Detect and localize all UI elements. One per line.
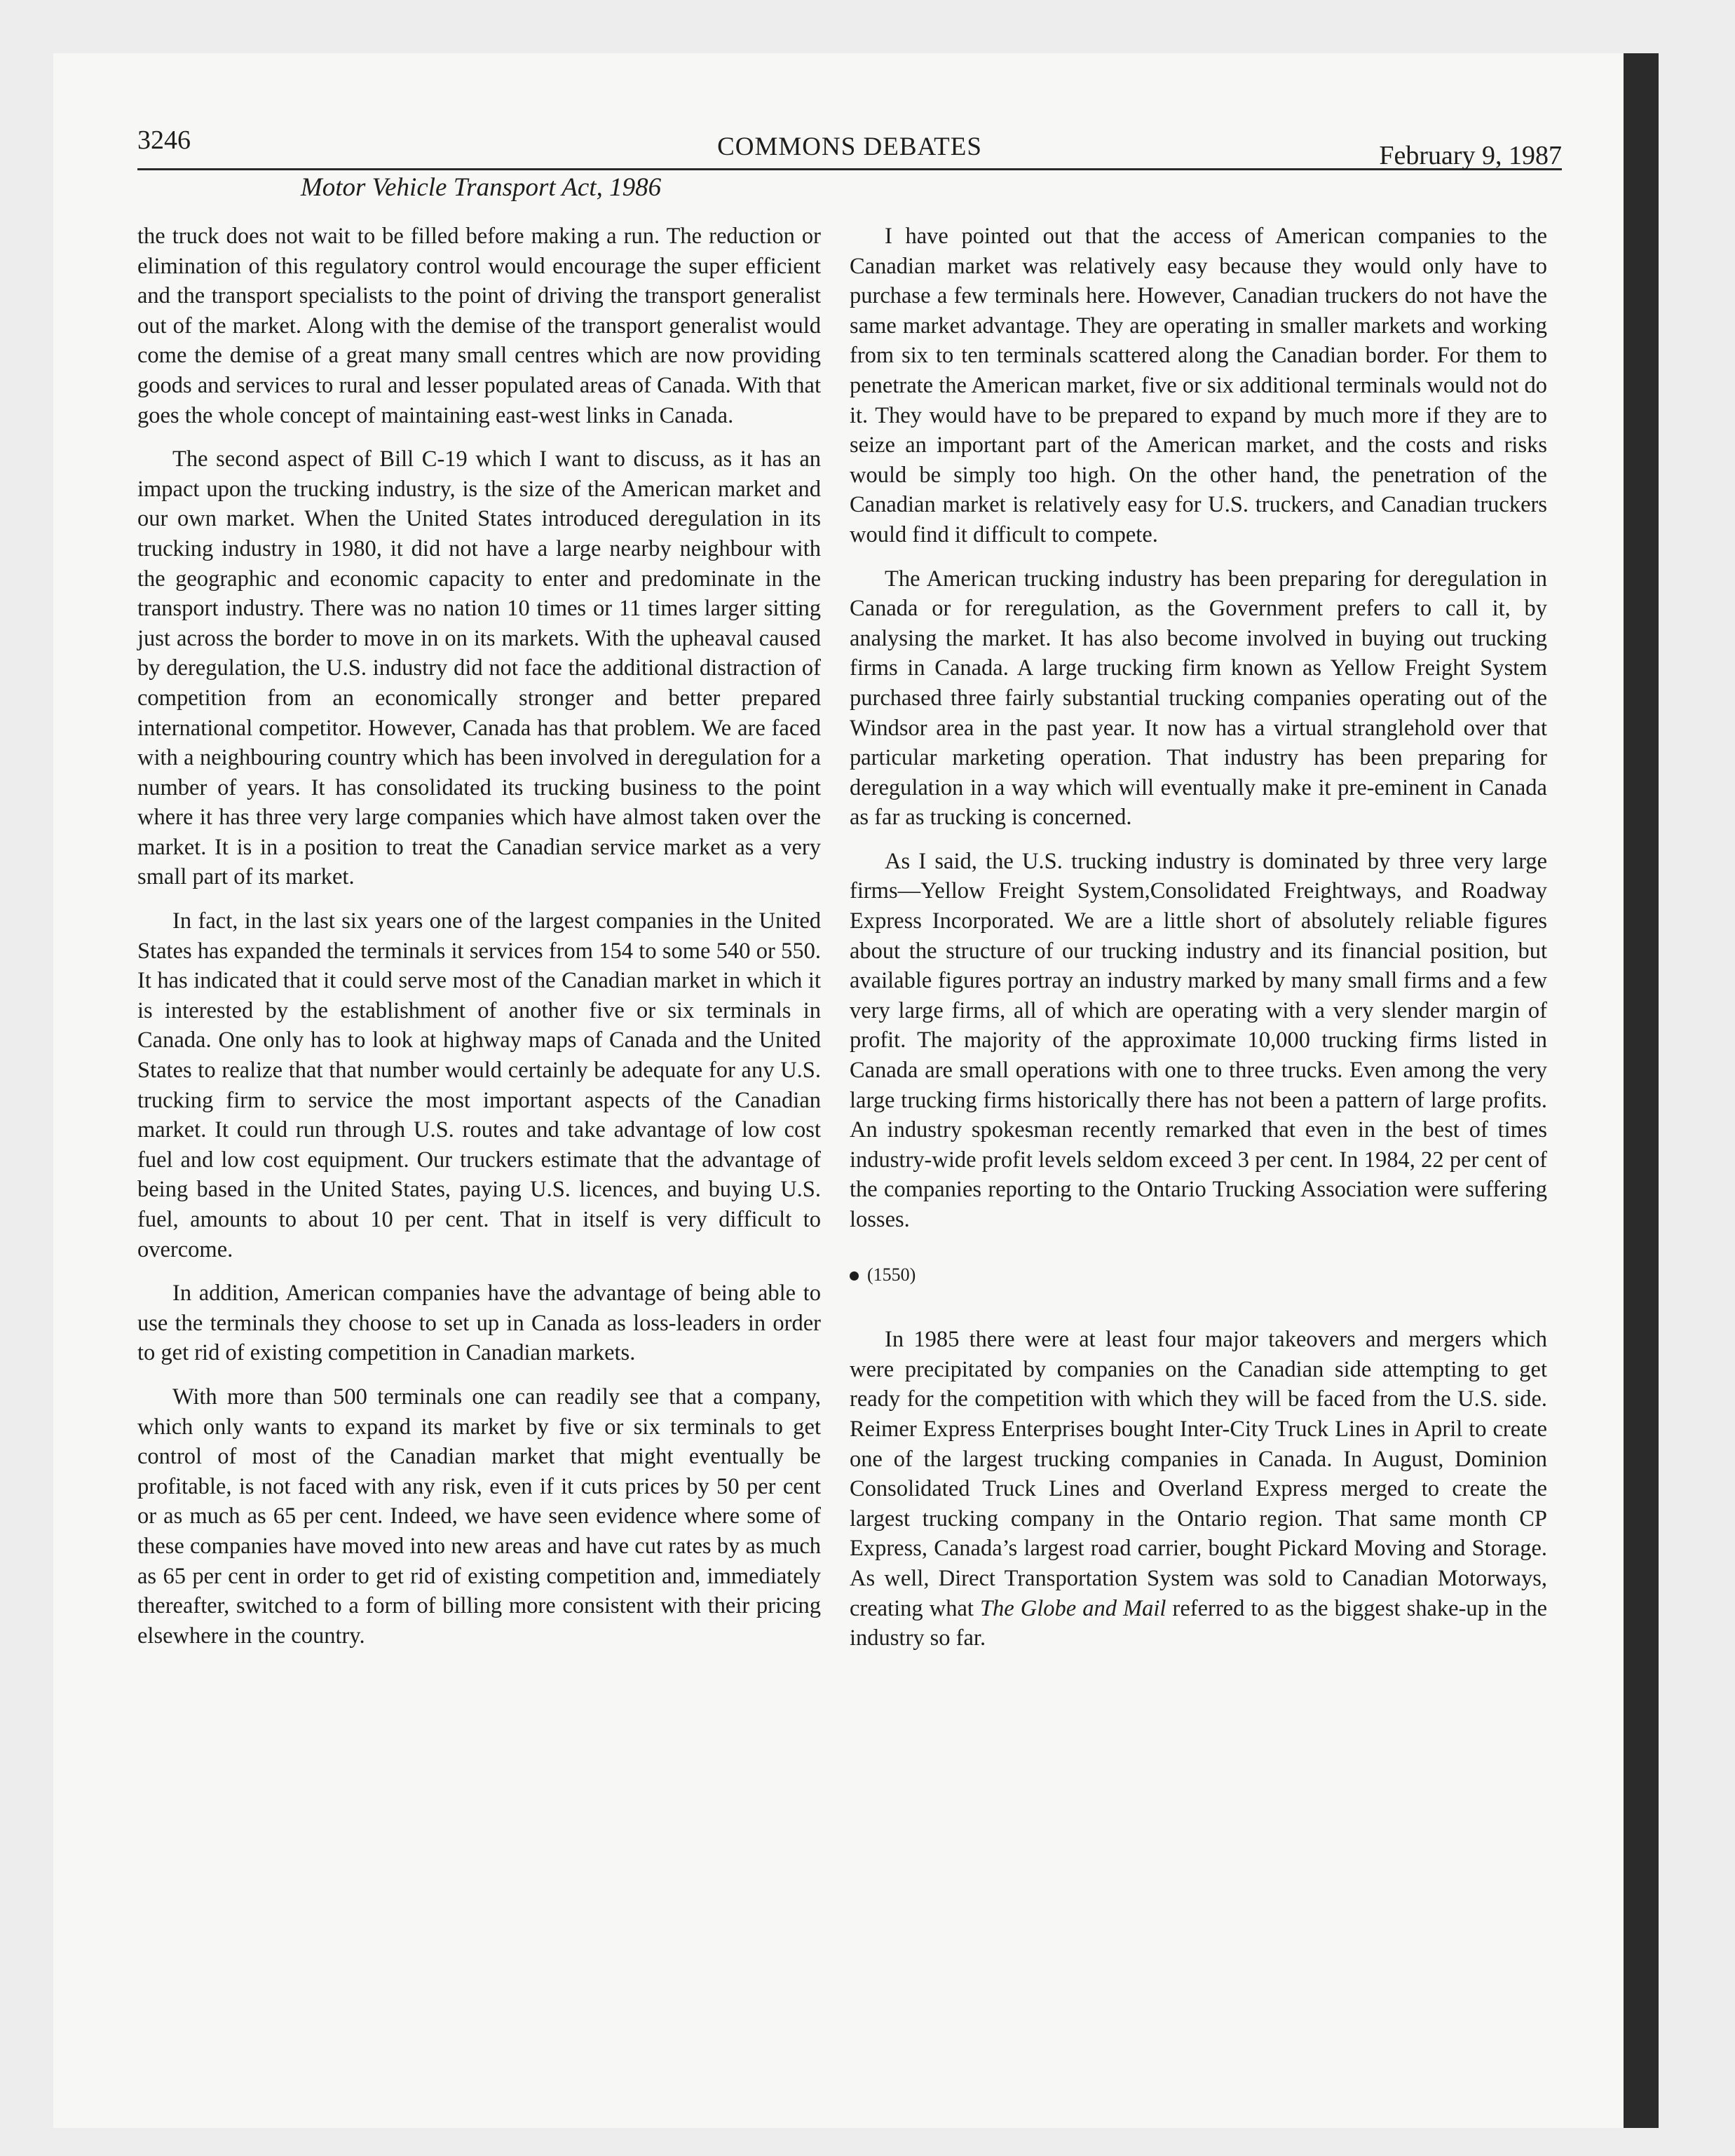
left-column xyxy=(137,221,821,1665)
time-marker xyxy=(850,1260,1547,1290)
right-column xyxy=(850,221,1547,1667)
paragraph: The second aspect of Bill C-19 which I want to discuss, as it has an impact upon the trucking industry, is the size of the American market and our own market. When the United States introduced deregulation in its trucking industry in 1980, it did not have a large nearby neighbour with the geographic and economic capacity to enter and predominate in the transport industry. There was no nation 10 times or 11 times larger sitting just across the border to move in on its markets. With the upheaval caused by deregulation, the U.S. industry did not face the additional distraction of competition from an economically stronger and better prepared international competitor. However, Canada has that problem. We are faced with a neighbouring country which has been involved in deregulation for a number of years. It has consolidated its trucking business to the point where it has three very large companies which have almost taken over the market. It is in a position to treat the Canadian service market as a very small part of its market. xyxy=(137,446,821,890)
paragraph: With more than 500 terminals one can readily see that a company, which only wants to expand its market by five or six terminals to get control of most of the Canadian market that might eventually be profitable, is not faced with any risk, even if it cuts prices by 50 per cent or as much as 65 per cent. Indeed, we have seen evidence where some of these companies have moved into new areas and have cut rates by as much as 65 per cent in order to get rid of existing competition and, immediately thereafter, switched to a form of billing more consistent with their pricing elsewhere in the country. xyxy=(137,1384,821,1649)
paragraph: In fact, in the last six years one of the largest companies in the United States has expanded the terminals it services from 154 to some 540 or 550. It has indicated that it could serve most of the Canadian market in which it is interested by the establishment of another five or six terminals in Canada. One only has to look at highway maps of Canada and the United States to realize that that number would certainly be adequate for any U.S. trucking firm to service the most important aspects of the Canadian market. It could run through U.S. routes and take advantage of low cost fuel and low cost equipment. Our truckers estimate that the advantage of being based in the United States, paying U.S. licences, and buying U.S. fuel, amounts to about 10 per cent. That in itself is very difficult to overcome. xyxy=(137,908,821,1262)
paragraph-text: referred to as the biggest shake-up in the industry so far. xyxy=(850,1595,1548,1651)
binding-edge xyxy=(1624,53,1659,2128)
paragraph-text: In 1985 there were at least four major takeovers and mergers which were precipitated by companies on the Canadian side attempting to get ready for the competition with which they will be faced from the U.S. side. Reimer Express Enterprises bought Inter-City Truck Lines in April to create one of the largest trucking companies in Canada. In August, Dominion Consolidated Truck Lines and Overland Express merged to create the largest trucking company in the Ontario region. That same month CP Express, Canada’s largest road carrier, bought Pickard Moving and Storage. As well, Direct Transportation System was sold to Canadian Motorways, creating what xyxy=(850,1327,1547,1621)
paragraph xyxy=(850,1325,1547,1653)
section-subtitle: Motor Vehicle Transport Act, 1986 xyxy=(300,173,662,202)
newspaper-title: The Globe and Mail xyxy=(979,1595,1166,1621)
paragraph: I have pointed out that the access of American companies to the Canadian market was relatively easy because they would only have to purchase a few terminals here. However, Canadian truckers do not have the same market advantage. They are operating in smaller markets and working from six to ten terminals scattered along the Canadian border. For them to penetrate the American market, five or six additional terminals would not do it. They would have to be prepared to expand by much more if they are to seize an important part of the American market, and the costs and risks would be simply too high. On the other hand, the penetration of the Canadian market is relatively easy for U.S. truckers, and Canadian truckers would find it difficult to compete. xyxy=(850,224,1547,547)
paragraph: As I said, the U.S. trucking industry is dominated by three very large firms—Yellow Freight System,Consolidated Freightways, and Roadway Express Incorporated. We are a little short of absolutely reliable figures about the structure of our trucking industry and its financial position, but available figures portray an industry marked by many small firms and a few very large firms, all of which are operating with a very slender margin of profit. The majority of the approximate 10,000 trucking firms listed in Canada are small operations with one to three trucks. Even among the very large trucking firms historically there has not been a pattern of large profits. An industry spokesman recently remarked that even in the best of times industry-wide profit levels seldom exceed 3 per cent. In 1984, 22 per cent of the companies reporting to the Ontario Trucking Association were suffering losses. xyxy=(850,848,1547,1232)
paragraph: The American trucking industry has been preparing for deregulation in Canada or for reregulation, as the Government prefers to call it, by analysing the market. It has also become involved in buying out trucking firms in Canada. A large trucking firm known as Yellow Freight System purchased three fairly substantial trucking companies operating out of the Windsor area in the past year. It now has a virtual stranglehold over that particular marketing operation. That industry has been preparing for deregulation in a way which will eventually make it pre-eminent in Canada as far as trucking is concerned. xyxy=(850,566,1547,831)
page-number: 3246 xyxy=(137,125,191,155)
publication-date: February 9, 1987 xyxy=(1379,141,1562,170)
bullet-icon xyxy=(850,1271,859,1281)
page-header xyxy=(137,119,1562,170)
paragraph: In addition, American companies have the advantage of being able to use the terminals they choose to set up in Canada as loss-leaders in order to get rid of existing competition in Canadian markets. xyxy=(137,1281,821,1366)
time-marker-label: (1550) xyxy=(867,1264,916,1285)
publication-title: COMMONS DEBATES xyxy=(717,132,982,161)
paragraph: the truck does not wait to be filled before making a run. The reduction or elimination of this regulatory control would encourage the super efficient and the transport specialists to the point of driving the transport generalist out of the market. Along with the demise of the transport generalist would come the demise of a great many small centres which are now providing goods and services to rural and lesser populated areas of Canada. With that goes the whole concept of maintaining east-west links in Canada. xyxy=(137,224,821,428)
